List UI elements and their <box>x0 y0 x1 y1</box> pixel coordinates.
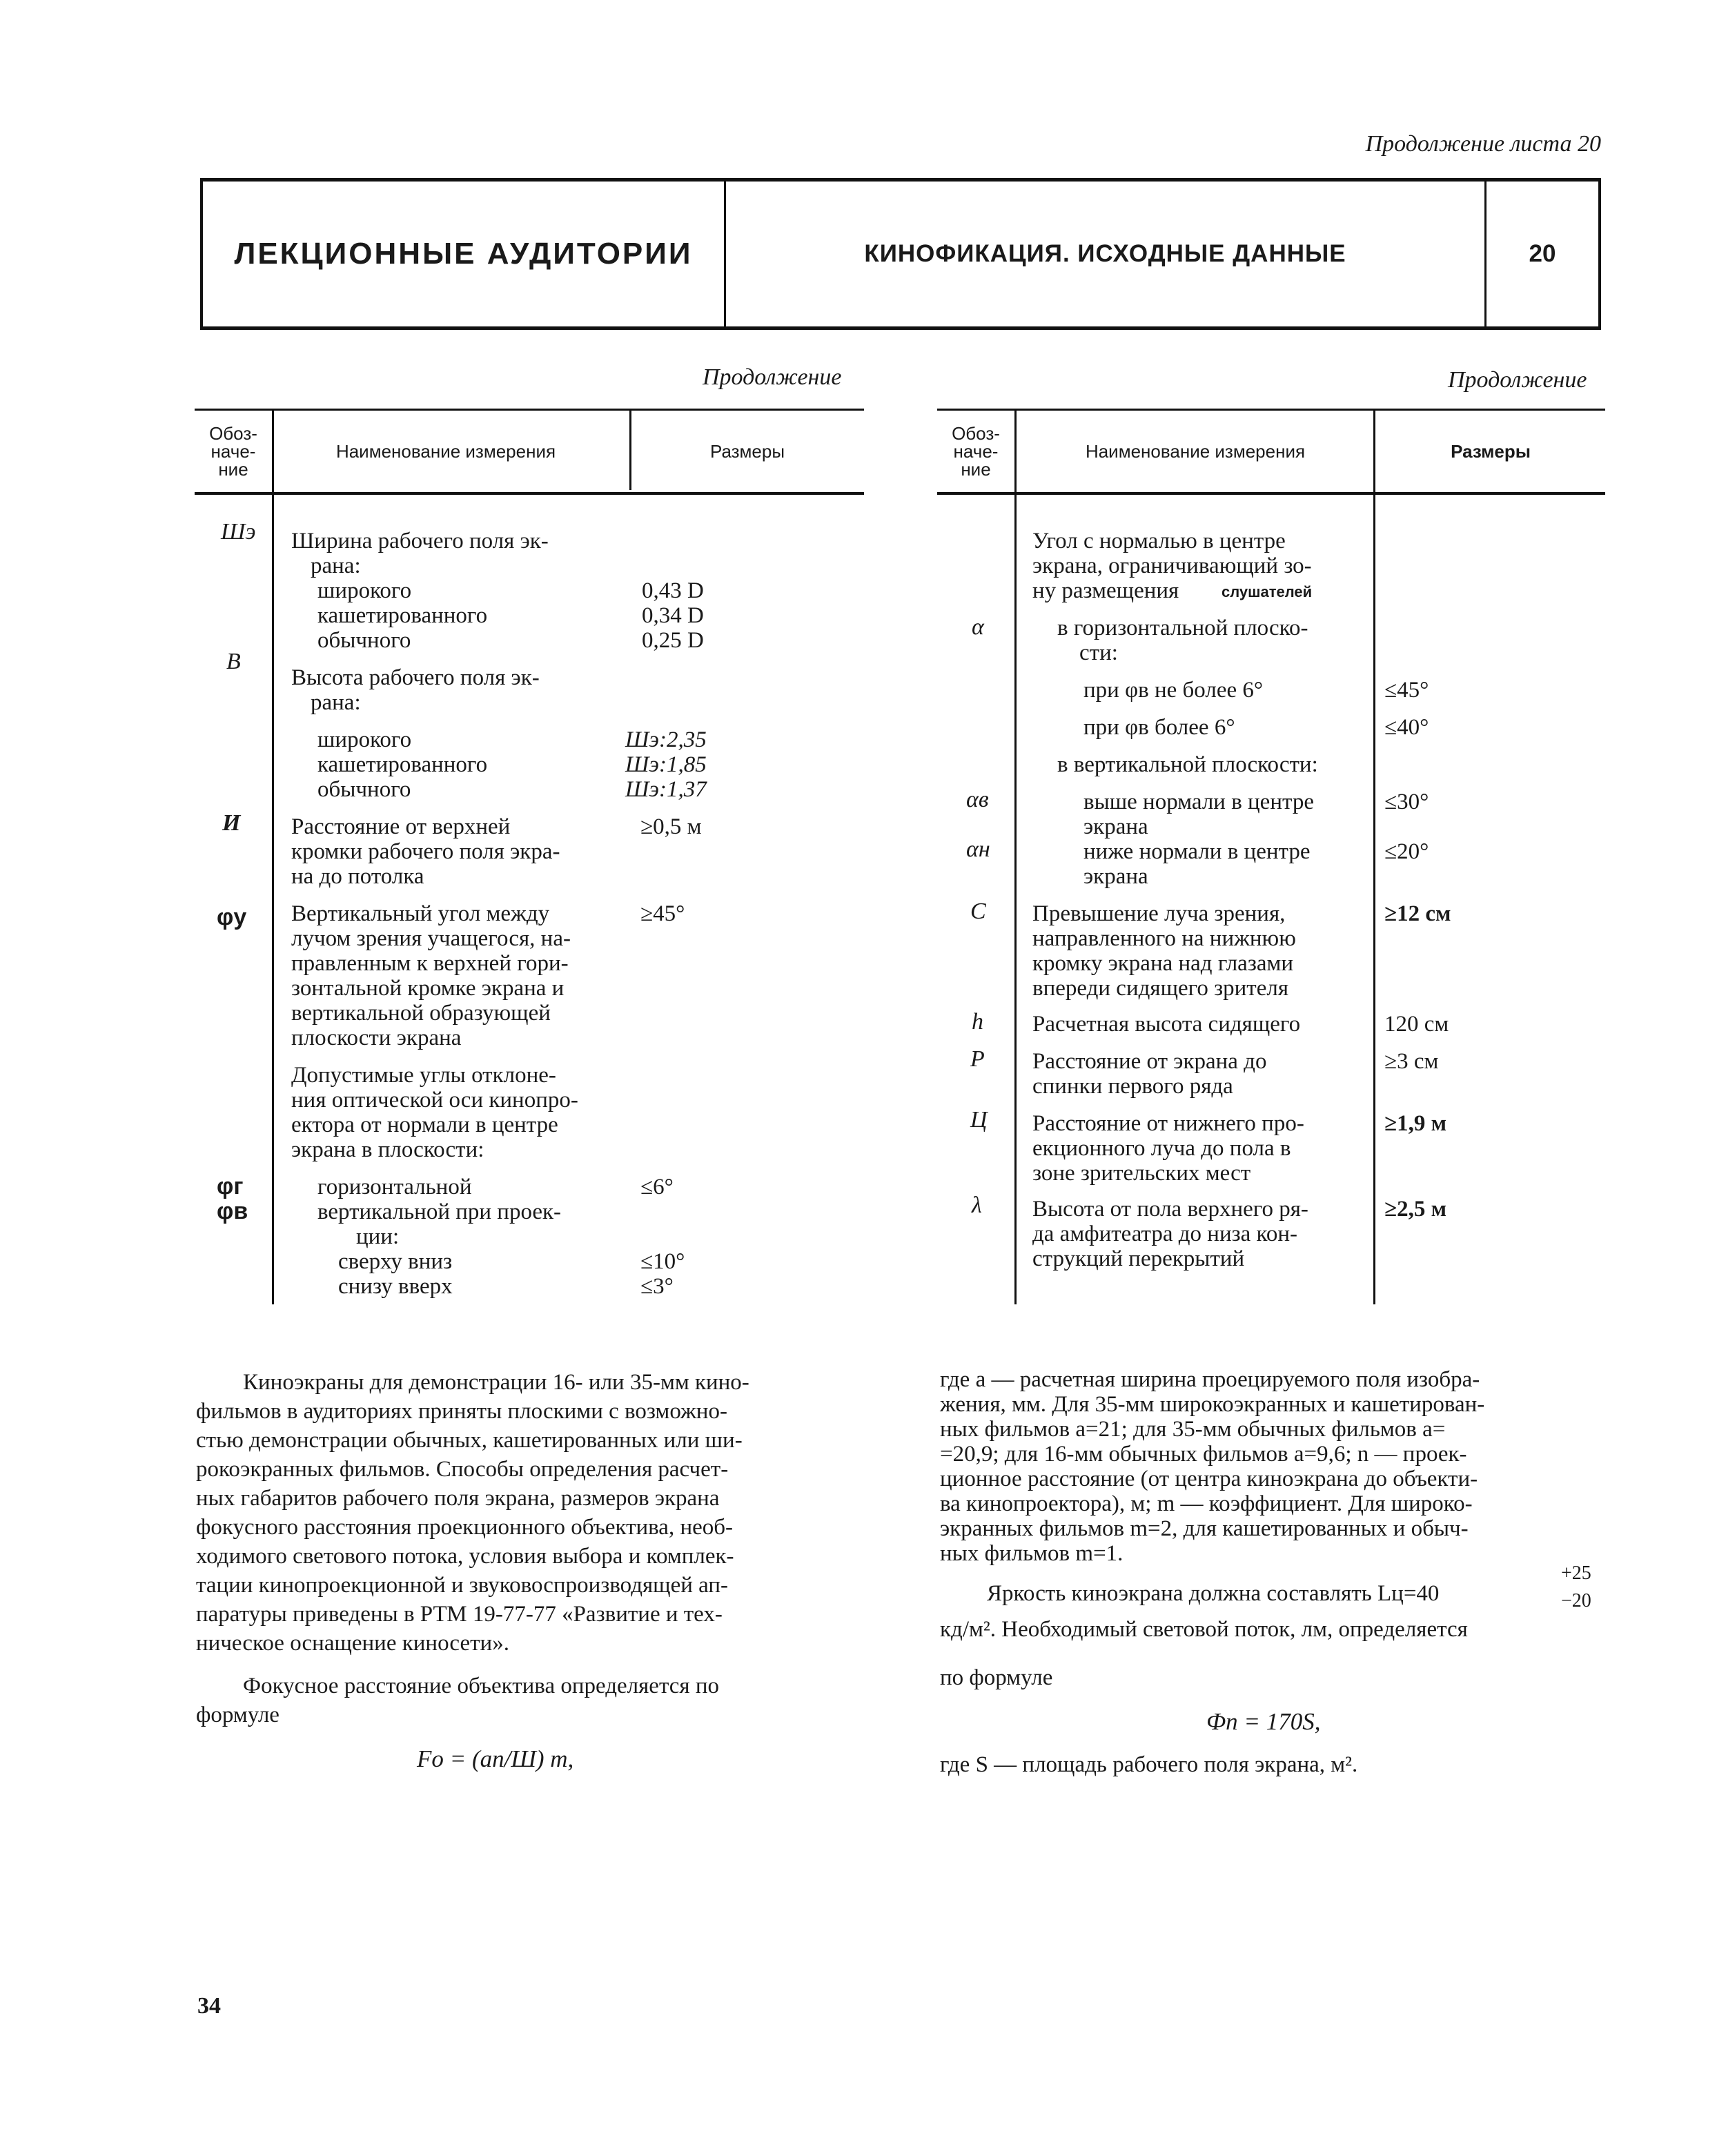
table-text: кашетированного <box>317 752 488 777</box>
table-text: Расстояние от верхней <box>291 814 511 839</box>
header-name: Наименование измерения <box>1085 441 1306 462</box>
table-text: Допустимые углы отклоне- <box>291 1063 556 1088</box>
table-text: правленным к верхней гори- <box>291 951 569 976</box>
size-value: ≥0,5 м <box>640 814 702 839</box>
symbol: αв <box>966 787 989 812</box>
table-text: выше нормали в центре <box>1083 790 1314 814</box>
body-text-line: фильмов в аудиториях приняты плоскими с возможно- <box>196 1399 727 1424</box>
body-text-line: фокусного расстояния проекционного объектива, необ- <box>196 1515 734 1540</box>
table-text: Высота от пола верхнего ря- <box>1032 1197 1308 1222</box>
body-text-line: ных фильмов m=1. <box>940 1541 1124 1566</box>
table-text: Расстояние от экрана до <box>1032 1049 1267 1074</box>
body-text-line: Киноэкраны для демонстрации 16- или 35-мм кино- <box>243 1370 749 1395</box>
table-text: горизонтальной <box>317 1175 472 1199</box>
size-value: 0,43 D <box>642 578 704 603</box>
body-text-line: формуле <box>196 1703 279 1727</box>
size-value: ≤6° <box>640 1175 674 1199</box>
size-value: ≤40° <box>1384 715 1429 740</box>
size-value: ≤10° <box>640 1249 685 1274</box>
table-text: обычного <box>317 628 411 653</box>
size-value: ≤3° <box>640 1274 674 1299</box>
table-text: слушателей <box>1221 583 1313 600</box>
right-table-header <box>937 409 1605 495</box>
table-text: екционного луча до пола в <box>1032 1136 1291 1161</box>
table-text: экрана в плоскости: <box>291 1137 484 1162</box>
formula-luminous-flux: Фп = 170S, <box>1206 1708 1321 1735</box>
topic-title: КИНОФИКАЦИЯ. ИСХОДНЫЕ ДАННЫЕ <box>726 182 1487 326</box>
table-text: ния оптической оси кинопро- <box>291 1088 578 1113</box>
header-name: Наименование измерения <box>335 441 556 462</box>
symbol: Ц <box>970 1107 988 1133</box>
symbol: С <box>970 899 986 924</box>
body-text-line: ционное расстояние (от центра киноэкрана до объекти- <box>940 1467 1478 1491</box>
table-text: лучом зрения учащегося, на- <box>291 926 571 951</box>
table-text: обычного <box>317 777 411 802</box>
sheet-header <box>200 178 1601 330</box>
column-divider <box>272 409 274 1304</box>
table-text: кашетированного <box>317 603 488 628</box>
body-text-line: где a — расчетная ширина проецируемого поля изобра- <box>940 1367 1480 1392</box>
table-text: вертикальной образующей <box>291 1001 551 1026</box>
symbol: αн <box>966 836 990 862</box>
table-text: снизу вверх <box>338 1274 453 1299</box>
symbol: λ <box>972 1193 982 1218</box>
table-text: широкого <box>317 578 412 603</box>
formula-focal: Fо = (an/Ш) m, <box>417 1745 574 1772</box>
size-value: ≥45° <box>640 901 685 926</box>
header-size: Размеры <box>1451 441 1531 462</box>
section-title: ЛЕКЦИОННЫЕ АУДИТОРИИ <box>203 182 726 326</box>
sheet-number: 20 <box>1529 240 1556 267</box>
table-text: при φв не более 6° <box>1083 678 1264 703</box>
table-text: вертикальной при проек- <box>317 1199 562 1224</box>
body-text-line: по формуле <box>940 1665 1053 1690</box>
table-text: Расстояние от нижнего про- <box>1032 1111 1304 1136</box>
symbol: φв <box>217 1198 248 1224</box>
table-text: ниже нормали в центре <box>1083 839 1311 864</box>
table-text: спинки первого ряда <box>1032 1074 1233 1099</box>
size-value: ≥3 см <box>1384 1049 1439 1074</box>
body-text-line: ва кинопроектора), м; m — коэффициент. Для широко- <box>940 1491 1473 1516</box>
page-number: 34 <box>197 1993 221 2019</box>
column-divider <box>1014 409 1017 1304</box>
column-divider <box>1373 409 1375 1304</box>
body-text-line: ническое оснащение киносети». <box>196 1631 509 1656</box>
size-value: ≤45° <box>1384 678 1429 703</box>
left-table-continuation: Продолжение <box>703 364 842 390</box>
table-text: в вертикальной плоскости: <box>1057 752 1318 777</box>
body-text-line: Фокусное расстояние объектива определяется по <box>243 1674 720 1698</box>
table-text: впереди сидящего зрителя <box>1032 976 1289 1001</box>
size-value: ≥2,5 м <box>1384 1197 1447 1222</box>
table-text: Угол с нормалью в центре <box>1032 529 1286 553</box>
table-text: ну размещения <box>1032 578 1179 603</box>
table-text: на до потолка <box>291 864 424 889</box>
body-text-line: =20,9; для 16-мм обычных фильмов a=9,6; n — проек- <box>940 1442 1467 1467</box>
table-text: экрана <box>1083 814 1148 839</box>
size-value: Шэ:1,37 <box>625 777 707 802</box>
right-table-continuation: Продолжение <box>1448 367 1587 393</box>
table-text: рана: <box>311 553 361 578</box>
brightness-tolerance-minus: −20 <box>1561 1590 1591 1611</box>
size-value: 0,25 D <box>642 628 704 653</box>
symbol: α <box>972 614 984 640</box>
size-value: ≤30° <box>1384 790 1429 814</box>
body-text-line: жения, мм. Для 35-мм широкоэкранных и кашетирован- <box>940 1392 1485 1417</box>
table-text: Расчетная высота сидящего <box>1032 1012 1301 1037</box>
brightness-tolerance-plus: +25 <box>1561 1562 1591 1584</box>
body-text-line: тации кинопроекционной и звуковоспроизводящей ап- <box>196 1573 728 1598</box>
table-text: кромку экрана над глазами <box>1032 951 1294 976</box>
symbol: h <box>972 1009 983 1035</box>
table-text: сверху вниз <box>338 1249 453 1274</box>
table-text: экрана, ограничивающий зо- <box>1032 553 1312 578</box>
symbol: И <box>222 810 241 836</box>
size-value: Шэ:2,35 <box>625 727 707 752</box>
table-text: кромки рабочего поля экра- <box>291 839 560 864</box>
header-size: Размеры <box>709 441 785 462</box>
table-text: сти: <box>1079 640 1118 665</box>
size-value: ≥12 см <box>1384 901 1451 926</box>
size-value: 120 см <box>1384 1012 1449 1037</box>
size-value: ≥1,9 м <box>1384 1111 1447 1136</box>
body-text-line: Яркость киноэкрана должна составлять Lц=40 <box>987 1581 1440 1606</box>
body-text-line: где S — площадь рабочего поля экрана, м². <box>940 1752 1358 1777</box>
table-text: Вертикальный угол между <box>291 901 550 926</box>
table-text: плоскости экрана <box>291 1026 462 1050</box>
header-symbol: Обоз- наче- ние <box>209 423 257 480</box>
table-text: рана: <box>311 690 361 715</box>
body-text-line: паратуры приведены в РТМ 19-77-77 «Развитие и тех- <box>196 1602 723 1627</box>
continuation-sheet-label: Продолжение листа 20 <box>1365 131 1601 157</box>
table-text: при φв более 6° <box>1083 715 1235 740</box>
table-text: струкций перекрытий <box>1032 1246 1245 1271</box>
table-text: ции: <box>356 1224 400 1249</box>
symbol: φг <box>217 1173 244 1199</box>
body-text-line: ных габаритов рабочего поля экрана, размеров экрана <box>196 1486 720 1511</box>
symbol: P <box>970 1046 985 1072</box>
table-text: широкого <box>317 727 412 752</box>
size-value: Шэ:1,85 <box>625 752 707 777</box>
body-text-line: кд/м². Необходимый световой поток, лм, определяется <box>940 1617 1468 1642</box>
size-value: ≤20° <box>1384 839 1429 864</box>
table-text: да амфитеатра до низа кон- <box>1032 1222 1298 1246</box>
body-text-line: ных фильмов a=21; для 35-мм обычных фильмов a= <box>940 1417 1446 1442</box>
table-text: в горизонтальной плоско- <box>1057 616 1308 640</box>
header-symbol: Обоз- наче- ние <box>952 423 1000 480</box>
size-value: 0,34 D <box>642 603 704 628</box>
body-text-line: стью демонстрации обычных, кашетированных или ши- <box>196 1428 743 1453</box>
table-text: направленного на нижнюю <box>1032 926 1296 951</box>
left-table-header <box>195 409 864 495</box>
table-text: Высота рабочего поля эк- <box>291 665 540 690</box>
table-text: Превышение луча зрения, <box>1032 901 1286 926</box>
table-text: экрана <box>1083 864 1148 889</box>
table-text: Ширина рабочего поля эк- <box>291 529 549 553</box>
symbol: Шэ <box>221 519 256 545</box>
body-text-line: рокоэкранных фильмов. Способы определения расчет- <box>196 1457 729 1482</box>
symbol: В <box>226 649 241 674</box>
table-text: зонтальной кромке экрана и <box>291 976 565 1001</box>
column-divider <box>629 409 631 490</box>
table-text: зоне зрительских мест <box>1032 1161 1251 1186</box>
symbol: φу <box>217 904 247 930</box>
body-text-line: экранных фильмов m=2, для кашетированных и обыч- <box>940 1516 1469 1541</box>
table-text: ектора от нормали в центре <box>291 1113 558 1137</box>
body-text-line: ходимого светового потока, условия выбора и комплек- <box>196 1544 734 1569</box>
